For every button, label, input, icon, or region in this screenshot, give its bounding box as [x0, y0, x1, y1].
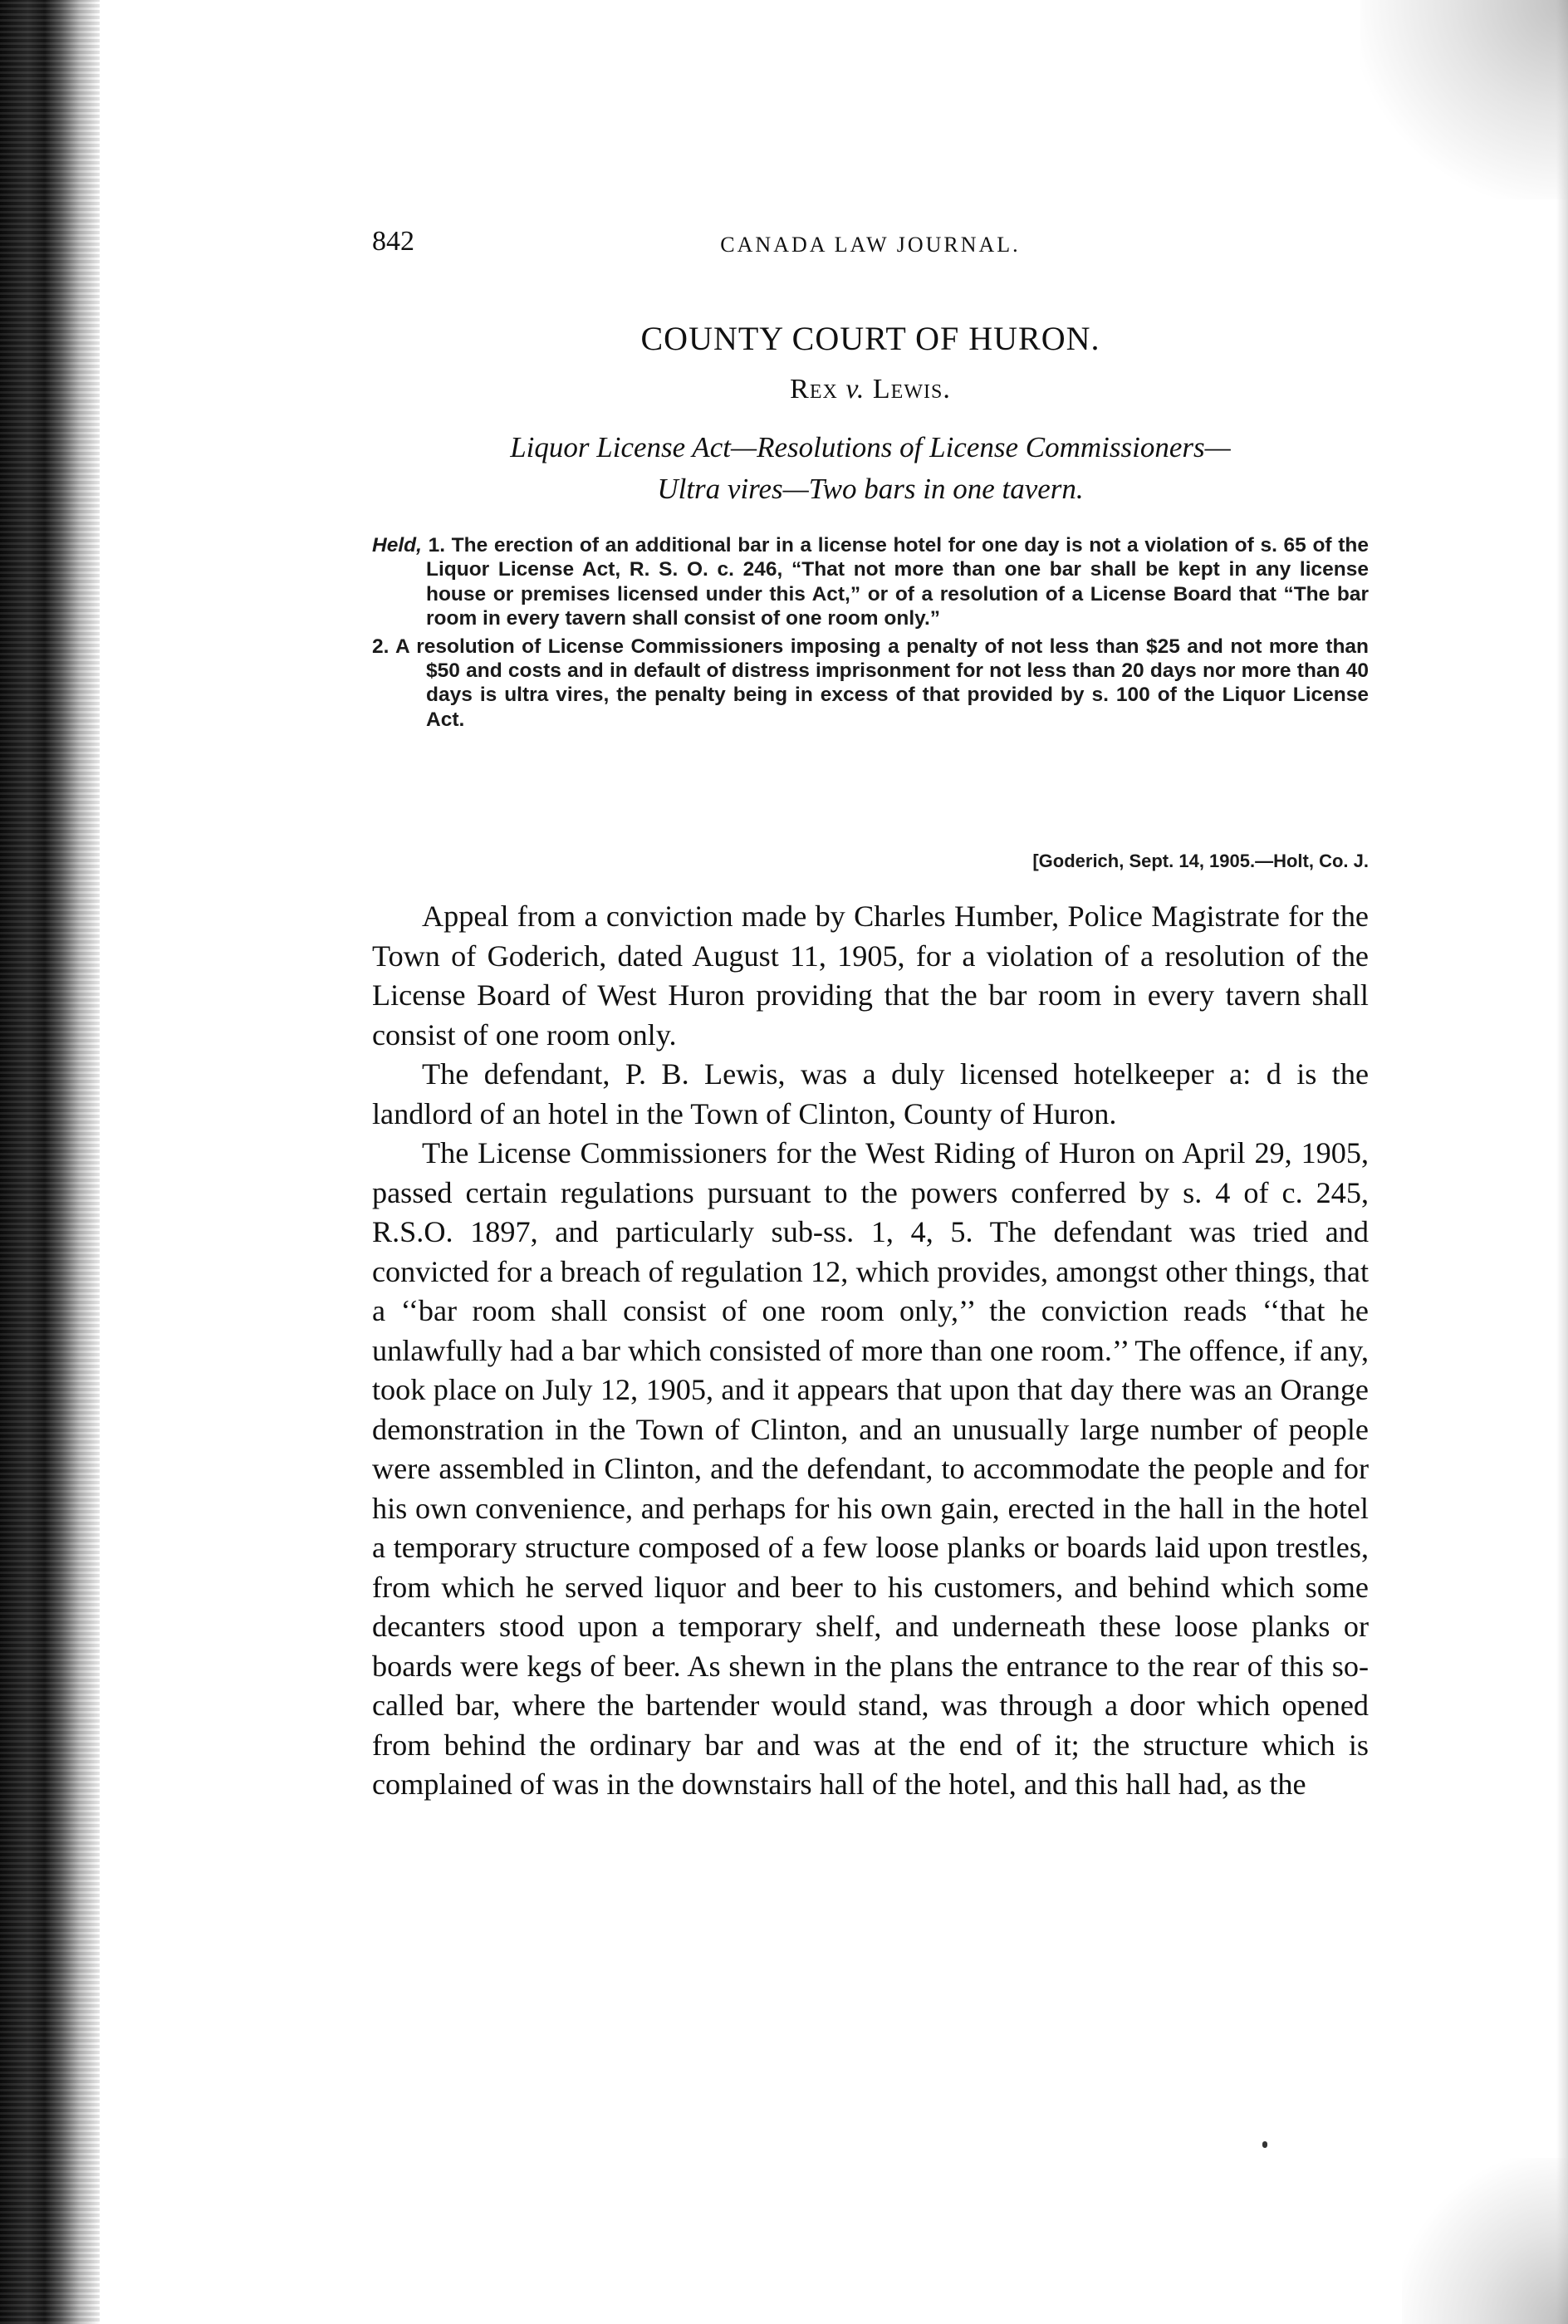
scan-right-edge — [1556, 0, 1568, 2324]
ink-speck — [1262, 2141, 1267, 2148]
case-plaintiff: Rex — [790, 374, 838, 404]
case-defendant: Lewis. — [872, 374, 951, 404]
catchwords-line: Ultra vires—Two bars in one tavern. — [657, 473, 1084, 505]
scan-corner-noise — [1402, 2158, 1568, 2324]
scan-binding-shadow — [0, 0, 100, 2324]
paragraph: The License Commissioners for the West Riding of Huron on April 29, 1905, passed certain regulations pursuant to the powers conferred by s. 4 of c. 245, R.S.O. 1897, and particularly sub-ss. 1, 4, 5. The defendant was tried and convicted for a breach of regulation 12, which provides, amongst other things, that a ‘‘bar room shall consist of one room only,’’ the conviction reads ‘‘that he unlawfully had a bar which consisted of more than one room.’’ The offence, if any, took place on July 12, 1905, and it appears that upon that day there was an Orange demonstration in the Town of Clinton, and an unusually large number of people were assembled in Clinton, and the defendant, to accommodate the people and for his own convenience, and perhaps for his own gain, erected in the hall in the hotel a temporary structure composed of a few loose planks or boards laid upon trestles, from which he served liquor and beer to his customers, and behind which some decanters stood upon a temporary shelf, and underneath these loose planks or boards were kegs of beer. As shewn in the plans the entrance to the rear of this so-called bar, where the bartender would stand, was through a door which opened from behind the ordinary bar and was at the end of it; the structure which is complained of was in the downstairs hall of the hotel, and this hall had, as the — [372, 1136, 1369, 1801]
catchwords-line: Liquor License Act—Resolutions of License Commissioners— — [510, 431, 1231, 463]
court-heading: COUNTY COURT OF HURON. — [640, 320, 1100, 357]
decision-citation: [Goderich, Sept. 14, 1905.—Holt, Co. J. — [1032, 851, 1369, 871]
headnote-item-1-text: 1. The erection of an additional bar in a license hotel for one day is not a violation of s. 65 of the Liquor License Act, R. S. O. c. 246, “That not more than one bar shall be kept in any license house or premises licensed under this Act,” or of a resolution of a License Board that “The bar room in every tavern shall consist of one room only.” — [426, 534, 1370, 630]
running-head — [372, 226, 1369, 262]
catchwords — [372, 427, 1369, 510]
headnote-item-2: 2. A resolution of License Commissioners imposing a penalty of not less than $25 and not more than $50 and costs and in default of distress imprisonment for not less than 20 days nor more than 40 days is ultra vires, the penalty being in excess of that provided by s. 100 of the Liquor License Act. — [372, 635, 1369, 731]
scan-corner-noise — [1360, 0, 1568, 199]
page-number: 842 — [372, 226, 414, 257]
headnote — [372, 533, 1369, 732]
judgment-body — [372, 897, 1369, 1805]
headnote-item-1 — [372, 533, 1369, 631]
journal-title: CANADA LAW JOURNAL. — [720, 233, 1021, 257]
paragraph: The defendant, P. B. Lewis, was a duly licensed hotelkeeper a: d is the landlord of an hotel in the Town of Clinton, County of Huron. — [372, 1057, 1369, 1130]
case-title — [372, 374, 1369, 405]
held-label: Held, — [372, 534, 422, 556]
paragraph: Appeal from a conviction made by Charles Humber, Police Magistrate for the Town of Goderich, dated August 11, 1905, for a violation of a resolution of the License Board of West Huron providing that the bar room in every tavern shall consist of one room only. — [372, 900, 1369, 1052]
case-versus: v. — [845, 374, 865, 404]
